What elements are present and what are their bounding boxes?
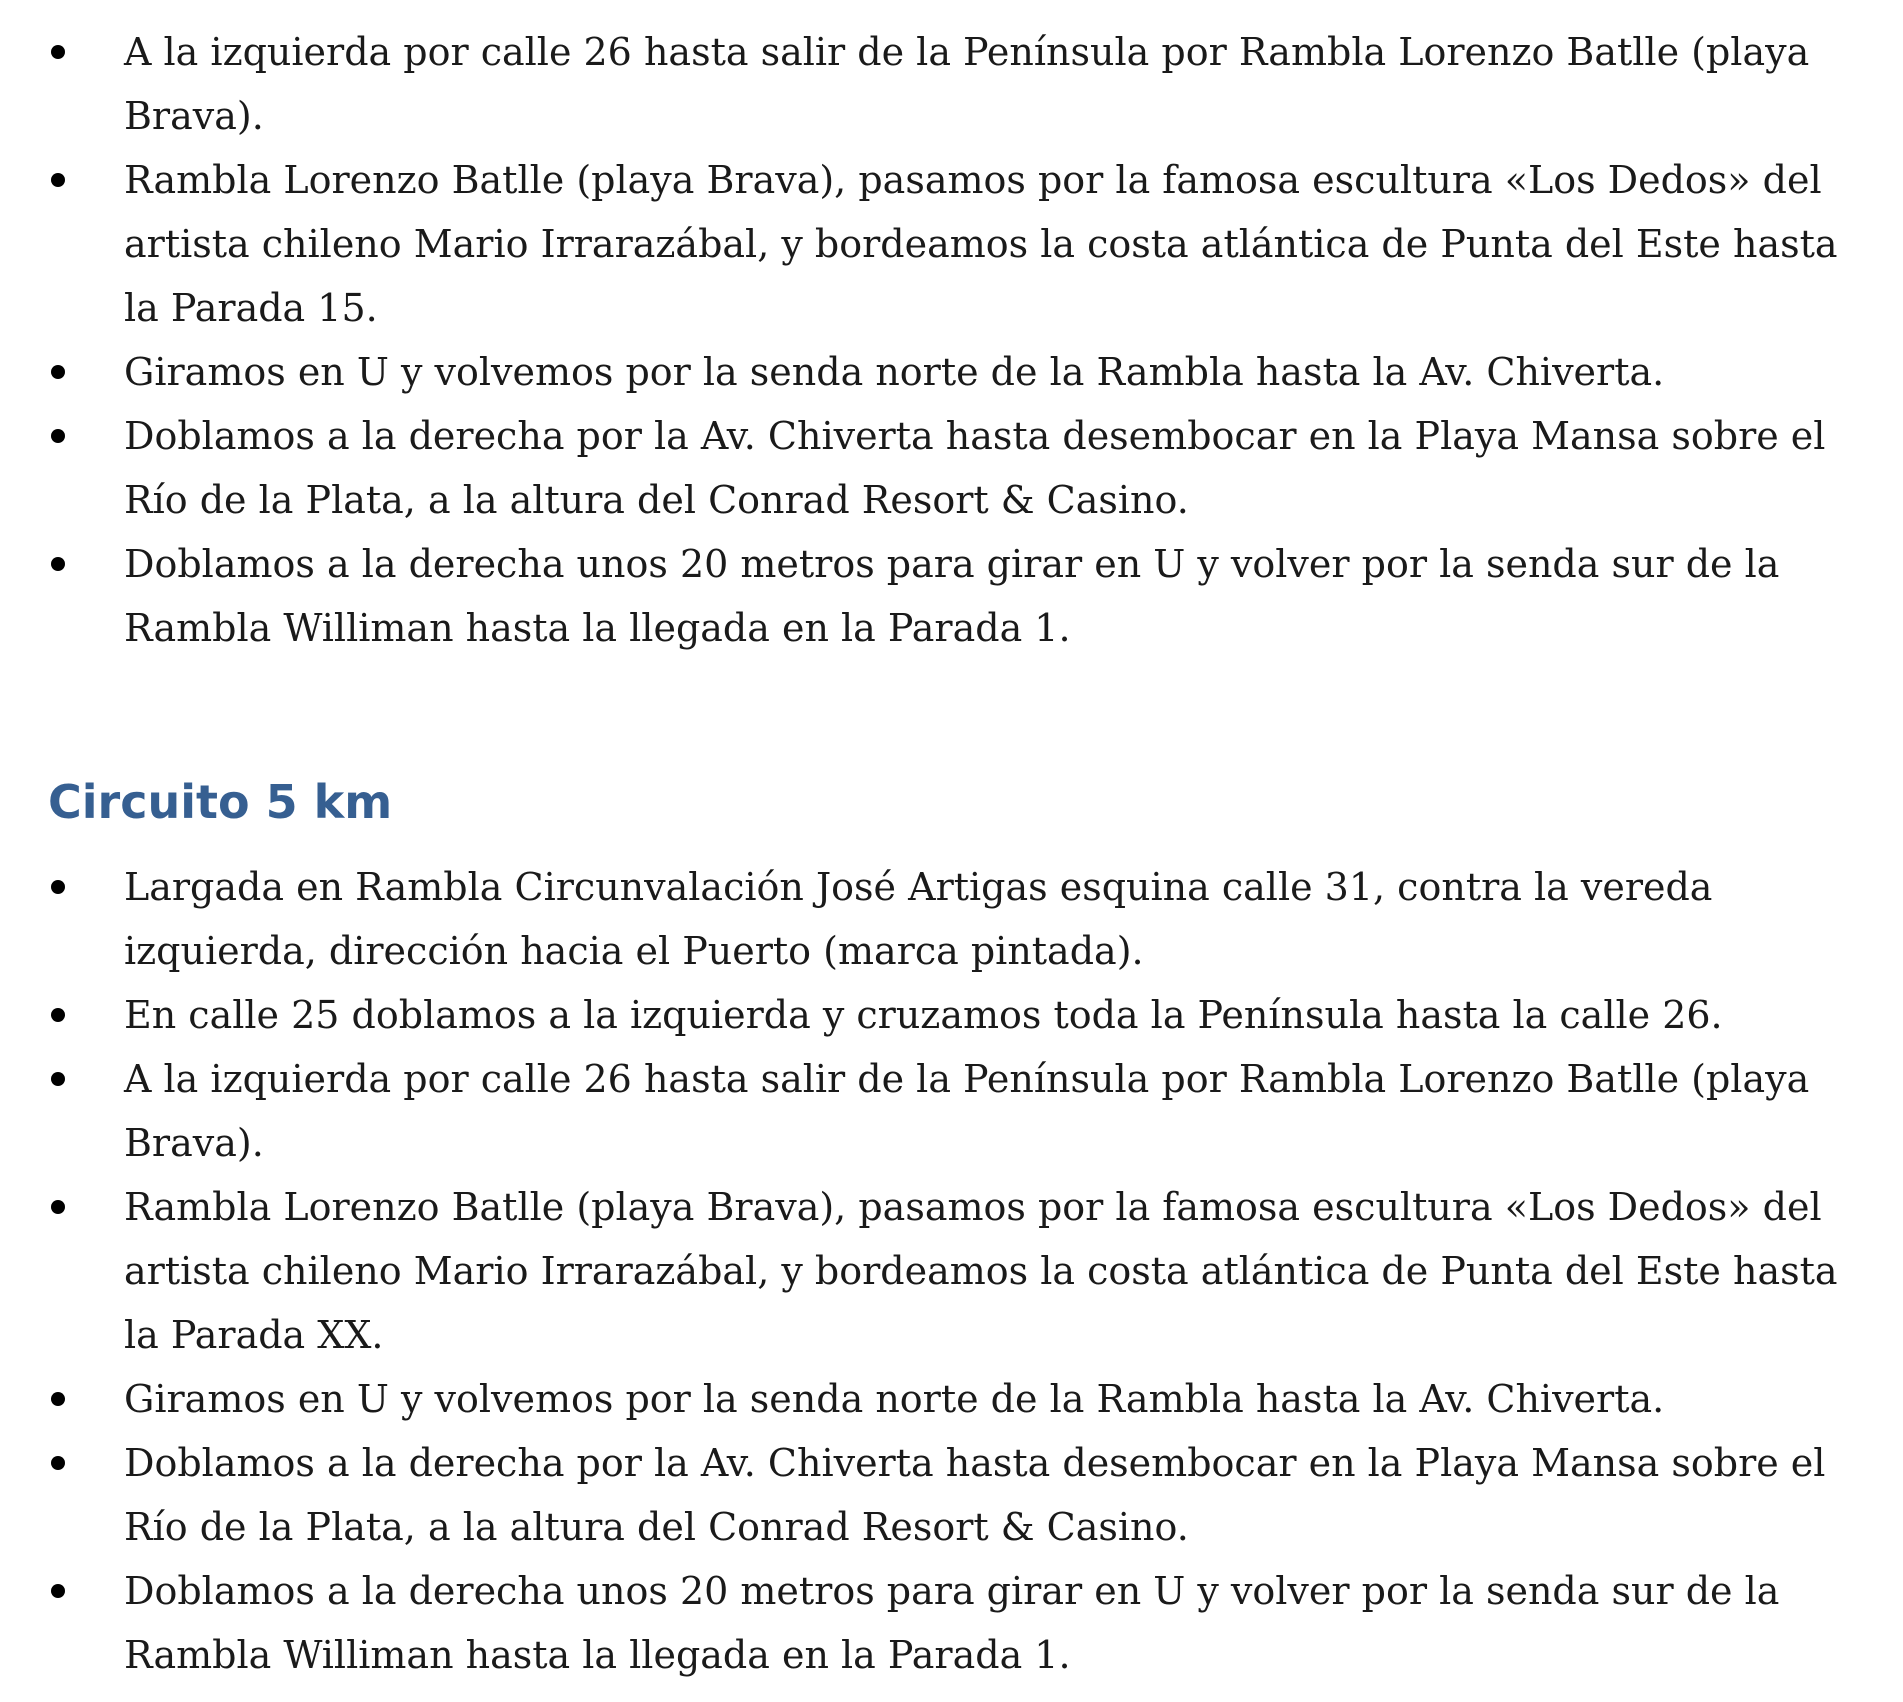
list-item xyxy=(0,340,1903,404)
list-item-text: A la izquierda por calle 26 hasta salir de la Península por Rambla Lorenzo Batlle (playa Brava). xyxy=(124,30,1810,138)
section-heading: Circuito 5 km xyxy=(48,775,393,829)
list-item xyxy=(0,1559,1903,1687)
list-item xyxy=(0,404,1903,532)
list-item xyxy=(0,1175,1903,1367)
bullet-icon xyxy=(51,1008,65,1022)
bullet-icon xyxy=(51,173,65,187)
bullet-icon xyxy=(51,45,65,59)
list-item-text: A la izquierda por calle 26 hasta salir de la Península por Rambla Lorenzo Batlle (playa Brava). xyxy=(124,1057,1810,1165)
bullet-icon xyxy=(51,365,65,379)
list-item-text: Doblamos a la derecha unos 20 metros para girar en U y volver por la senda sur de la Rambla Williman hasta la llegada en la Parada 1. xyxy=(124,542,1780,650)
route-list-continued xyxy=(0,20,1903,660)
list-item xyxy=(0,20,1903,148)
list-item xyxy=(0,1047,1903,1175)
bullet-icon xyxy=(51,1392,65,1406)
list-item-text: Giramos en U y volvemos por la senda norte de la Rambla hasta la Av. Chiverta. xyxy=(124,1377,1665,1421)
list-item xyxy=(0,855,1903,983)
list-item xyxy=(0,1367,1903,1431)
list-item xyxy=(0,148,1903,340)
list-item-text: Largada en Rambla Circunvalación José Artigas esquina calle 31, contra la vereda izquierda, dirección hacia el Puerto (marca pintada). xyxy=(124,865,1713,973)
bullet-icon xyxy=(51,1072,65,1086)
list-item-text: Doblamos a la derecha por la Av. Chiverta hasta desembocar en la Playa Mansa sobre el Río de la Plata, a la altura del Conrad Resort & Casino. xyxy=(124,414,1826,522)
list-item-text: Giramos en U y volvemos por la senda norte de la Rambla hasta la Av. Chiverta. xyxy=(124,350,1665,394)
list-item-text: En calle 25 doblamos a la izquierda y cruzamos toda la Península hasta la calle 26. xyxy=(124,993,1723,1037)
bullet-icon xyxy=(51,880,65,894)
list-item xyxy=(0,983,1903,1047)
bullet-icon xyxy=(51,429,65,443)
bullet-icon xyxy=(51,557,65,571)
bullet-icon xyxy=(51,1456,65,1470)
list-item xyxy=(0,532,1903,660)
list-item-text: Rambla Lorenzo Batlle (playa Brava), pasamos por la famosa escultura «Los Dedos» del artista chileno Mario Irrarazábal, y bordeamos la costa atlántica de Punta del Este hasta la Parada 15. xyxy=(124,158,1838,330)
list-item-text: Rambla Lorenzo Batlle (playa Brava), pasamos por la famosa escultura «Los Dedos» del artista chileno Mario Irrarazábal, y bordeamos la costa atlántica de Punta del Este hasta la Parada XX. xyxy=(124,1185,1838,1357)
list-item-text: Doblamos a la derecha por la Av. Chiverta hasta desembocar en la Playa Mansa sobre el Río de la Plata, a la altura del Conrad Resort & Casino. xyxy=(124,1441,1826,1549)
bullet-icon xyxy=(51,1200,65,1214)
list-item-text: Doblamos a la derecha unos 20 metros para girar en U y volver por la senda sur de la Rambla Williman hasta la llegada en la Parada 1. xyxy=(124,1569,1780,1677)
route-list-5km xyxy=(0,855,1903,1687)
bullet-icon xyxy=(51,1584,65,1598)
list-item xyxy=(0,1431,1903,1559)
